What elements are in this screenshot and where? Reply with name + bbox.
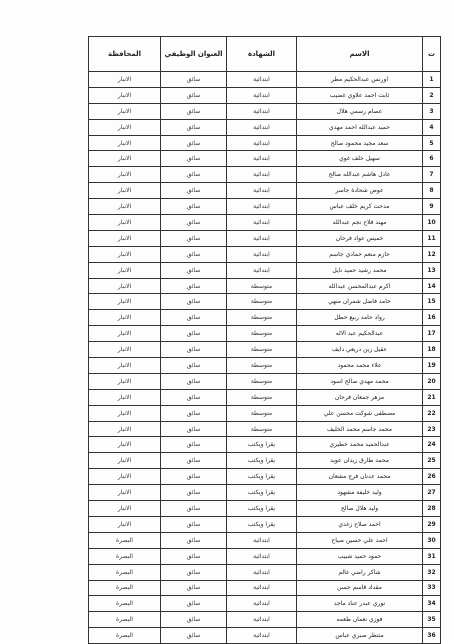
job-title-cell: سائق	[161, 516, 227, 532]
job-title-cell: سائق	[161, 294, 227, 310]
governorate-cell: البصرة	[89, 580, 161, 596]
job-title-cell: سائق	[161, 310, 227, 326]
row-number: 6	[423, 151, 441, 167]
certificate-cell: ابتدائية	[227, 183, 297, 199]
row-number: 4	[423, 119, 441, 135]
table-row	[89, 485, 441, 501]
employee-name: وليد خليفة مشهود	[297, 485, 423, 501]
row-number: 23	[423, 421, 441, 437]
employee-name: شاكر راضي غالم	[297, 564, 423, 580]
governorate-cell: الانبار	[89, 278, 161, 294]
row-number: 20	[423, 373, 441, 389]
row-number: 16	[423, 310, 441, 326]
governorate-cell: البصرة	[89, 628, 161, 644]
table-row	[89, 310, 441, 326]
employee-name: مدحت كريم خلف عباس	[297, 199, 423, 215]
table-row	[89, 183, 441, 199]
governorate-cell: الانبار	[89, 501, 161, 517]
certificate-cell: ابتدائية	[227, 532, 297, 548]
table-row	[89, 151, 441, 167]
job-title-cell: سائق	[161, 151, 227, 167]
job-title-cell: سائق	[161, 373, 227, 389]
row-number: 18	[423, 342, 441, 358]
table-row	[89, 167, 441, 183]
employee-name: حامد فاضل شمران منهي	[297, 294, 423, 310]
job-title-cell: سائق	[161, 230, 227, 246]
job-title-cell: سائق	[161, 262, 227, 278]
governorate-cell: البصرة	[89, 548, 161, 564]
job-title-cell: سائق	[161, 326, 227, 342]
table-row	[89, 453, 441, 469]
employee-name: محمد عدنان فرج مشعان	[297, 469, 423, 485]
certificate-cell: يقرا ويكتب	[227, 453, 297, 469]
job-title-cell: سائق	[161, 612, 227, 628]
governorate-cell: الانبار	[89, 453, 161, 469]
governorate-cell: الانبار	[89, 358, 161, 374]
table-header-row	[89, 37, 441, 72]
row-number: 12	[423, 246, 441, 262]
employee-name: رواد حامد ربيع حطل	[297, 310, 423, 326]
row-number: 1	[423, 72, 441, 88]
row-number: 19	[423, 358, 441, 374]
row-number: 35	[423, 612, 441, 628]
job-title-cell: سائق	[161, 119, 227, 135]
table-row	[89, 230, 441, 246]
job-title-cell: سائق	[161, 548, 227, 564]
certificate-cell: ابتدائية	[227, 135, 297, 151]
job-title-cell: سائق	[161, 183, 227, 199]
table-row	[89, 119, 441, 135]
job-title-cell: سائق	[161, 532, 227, 548]
employee-name: اكرم عبدالمحسن عبدالله	[297, 278, 423, 294]
governorate-cell: الانبار	[89, 373, 161, 389]
employee-table	[88, 36, 441, 644]
row-number: 8	[423, 183, 441, 199]
employee-name: عادل هاشم عبدالله صالح	[297, 167, 423, 183]
employee-name: عبدالحميد محمد خطيري	[297, 437, 423, 453]
governorate-cell: الانبار	[89, 405, 161, 421]
job-title-cell: سائق	[161, 453, 227, 469]
table-row	[89, 199, 441, 215]
employee-name: مقداد قاسم حسن	[297, 580, 423, 596]
row-number: 30	[423, 532, 441, 548]
employee-name: علاء محمد محمود	[297, 358, 423, 374]
employee-name: سعد مجيد محمود صالح	[297, 135, 423, 151]
certificate-cell: ابتدائية	[227, 103, 297, 119]
governorate-cell: الانبار	[89, 294, 161, 310]
row-number: 34	[423, 596, 441, 612]
table-row	[89, 215, 441, 231]
row-number: 24	[423, 437, 441, 453]
governorate-cell: الانبار	[89, 72, 161, 88]
certificate-cell: متوسطة	[227, 278, 297, 294]
table-row	[89, 326, 441, 342]
certificate-cell: يقرا ويكتب	[227, 501, 297, 517]
certificate-cell: يقرا ويكتب	[227, 516, 297, 532]
row-number: 32	[423, 564, 441, 580]
table-row	[89, 532, 441, 548]
certificate-cell: يقرا ويكتب	[227, 485, 297, 501]
certificate-cell: ابتدائية	[227, 151, 297, 167]
certificate-cell: ابتدائية	[227, 548, 297, 564]
governorate-cell: الانبار	[89, 485, 161, 501]
certificate-cell: ابتدائية	[227, 596, 297, 612]
row-number: 21	[423, 389, 441, 405]
table-row	[89, 72, 441, 88]
certificate-cell: ابتدائية	[227, 119, 297, 135]
certificate-cell: متوسطة	[227, 405, 297, 421]
table-row	[89, 421, 441, 437]
table-row	[89, 342, 441, 358]
certificate-cell: متوسطة	[227, 310, 297, 326]
governorate-cell: الانبار	[89, 310, 161, 326]
employee-name: خميس عواد فرحان	[297, 230, 423, 246]
table-body	[89, 72, 441, 644]
table-row	[89, 548, 441, 564]
governorate-cell: البصرة	[89, 612, 161, 628]
certificate-cell: ابتدائية	[227, 199, 297, 215]
row-number: 22	[423, 405, 441, 421]
governorate-cell: الانبار	[89, 469, 161, 485]
governorate-cell: الانبار	[89, 151, 161, 167]
row-number: 27	[423, 485, 441, 501]
employee-name: سهيل خلف غوي	[297, 151, 423, 167]
job-title-cell: سائق	[161, 564, 227, 580]
table-row	[89, 564, 441, 580]
row-number: 10	[423, 215, 441, 231]
certificate-cell: متوسطة	[227, 373, 297, 389]
header-certificate: الشهادة	[227, 37, 297, 72]
certificate-cell: ابتدائية	[227, 167, 297, 183]
table-row	[89, 405, 441, 421]
table-row	[89, 246, 441, 262]
row-number: 14	[423, 278, 441, 294]
employee-name: عقيل زين دريعي دايف	[297, 342, 423, 358]
header-job-title: العنوان الوظيفي	[161, 37, 227, 72]
governorate-cell: الانبار	[89, 87, 161, 103]
certificate-cell: ابتدائية	[227, 87, 297, 103]
job-title-cell: سائق	[161, 421, 227, 437]
table-row	[89, 389, 441, 405]
certificate-cell: متوسطة	[227, 294, 297, 310]
employee-name: حمود حميد شبيب	[297, 548, 423, 564]
employee-name: فوزي نعمان طعمه	[297, 612, 423, 628]
certificate-cell: متوسطة	[227, 326, 297, 342]
employee-name: احمد علي حسين صياح	[297, 532, 423, 548]
employee-name: محمد مهدي صالح اسود	[297, 373, 423, 389]
employee-name: محمد طارق زيدان عويد	[297, 453, 423, 469]
job-title-cell: سائق	[161, 405, 227, 421]
employee-name: مزهر جمعان فرحان	[297, 389, 423, 405]
governorate-cell: الانبار	[89, 516, 161, 532]
employee-name: مهند فلاح نجم عبدالله	[297, 215, 423, 231]
row-number: 17	[423, 326, 441, 342]
row-number: 9	[423, 199, 441, 215]
job-title-cell: سائق	[161, 72, 227, 88]
header-name: الاسم	[297, 37, 423, 72]
governorate-cell: الانبار	[89, 215, 161, 231]
certificate-cell: ابتدائية	[227, 246, 297, 262]
governorate-cell: الانبار	[89, 246, 161, 262]
certificate-cell: متوسطة	[227, 342, 297, 358]
row-number: 13	[423, 262, 441, 278]
certificate-cell: ابتدائية	[227, 564, 297, 580]
job-title-cell: سائق	[161, 167, 227, 183]
table-row	[89, 628, 441, 644]
employee-name: منتظر صبري عباس	[297, 628, 423, 644]
row-number: 2	[423, 87, 441, 103]
governorate-cell: الانبار	[89, 135, 161, 151]
governorate-cell: البصرة	[89, 596, 161, 612]
employee-name: ثابت احمد علاوي غضيب	[297, 87, 423, 103]
job-title-cell: سائق	[161, 358, 227, 374]
row-number: 3	[423, 103, 441, 119]
governorate-cell: الانبار	[89, 342, 161, 358]
header-governorate: المحافظة	[89, 37, 161, 72]
certificate-cell: متوسطة	[227, 358, 297, 374]
header-no: ت	[423, 37, 441, 72]
row-number: 36	[423, 628, 441, 644]
employee-name: حازم منعم حمادي جاسم	[297, 246, 423, 262]
job-title-cell: سائق	[161, 246, 227, 262]
certificate-cell: يقرا ويكتب	[227, 469, 297, 485]
table-row	[89, 294, 441, 310]
employee-name: عبدالحكيم عبد الاله	[297, 326, 423, 342]
job-title-cell: سائق	[161, 469, 227, 485]
row-number: 29	[423, 516, 441, 532]
table-row	[89, 580, 441, 596]
governorate-cell: الانبار	[89, 421, 161, 437]
row-number: 15	[423, 294, 441, 310]
certificate-cell: ابتدائية	[227, 262, 297, 278]
job-title-cell: سائق	[161, 87, 227, 103]
employee-name: وليد هلال صالح	[297, 501, 423, 517]
row-number: 33	[423, 580, 441, 596]
table-row	[89, 596, 441, 612]
job-title-cell: سائق	[161, 103, 227, 119]
governorate-cell: الانبار	[89, 262, 161, 278]
table-row	[89, 373, 441, 389]
employee-name: مصطفى شوكت محسن علي	[297, 405, 423, 421]
job-title-cell: سائق	[161, 485, 227, 501]
job-title-cell: سائق	[161, 580, 227, 596]
job-title-cell: سائق	[161, 628, 227, 644]
row-number: 11	[423, 230, 441, 246]
certificate-cell: ابتدائية	[227, 72, 297, 88]
certificate-cell: يقرا ويكتب	[227, 437, 297, 453]
table-row	[89, 262, 441, 278]
governorate-cell: الانبار	[89, 389, 161, 405]
table-row	[89, 612, 441, 628]
employee-name: محمد رشيد حميد نايل	[297, 262, 423, 278]
table-row	[89, 87, 441, 103]
governorate-cell: الانبار	[89, 437, 161, 453]
table-row	[89, 135, 441, 151]
employee-name: نوري عبدر عناد ماجد	[297, 596, 423, 612]
governorate-cell: الانبار	[89, 199, 161, 215]
employee-name: محمد جاسم محمد الخليف	[297, 421, 423, 437]
governorate-cell: الانبار	[89, 167, 161, 183]
governorate-cell: الانبار	[89, 326, 161, 342]
row-number: 25	[423, 453, 441, 469]
certificate-cell: ابتدائية	[227, 612, 297, 628]
table-row	[89, 278, 441, 294]
employee-name: احمد صلاح زغدي	[297, 516, 423, 532]
row-number: 31	[423, 548, 441, 564]
employee-name: عصام رسمي هلال	[297, 103, 423, 119]
row-number: 28	[423, 501, 441, 517]
certificate-cell: ابتدائية	[227, 628, 297, 644]
table-row	[89, 516, 441, 532]
job-title-cell: سائق	[161, 342, 227, 358]
governorate-cell: الانبار	[89, 230, 161, 246]
row-number: 26	[423, 469, 441, 485]
job-title-cell: سائق	[161, 278, 227, 294]
governorate-cell: البصرة	[89, 532, 161, 548]
governorate-cell: الانبار	[89, 119, 161, 135]
certificate-cell: ابتدائية	[227, 230, 297, 246]
job-title-cell: سائق	[161, 199, 227, 215]
row-number: 7	[423, 167, 441, 183]
governorate-cell: البصرة	[89, 564, 161, 580]
employee-name: حميد عبدالله احمد مهدي	[297, 119, 423, 135]
table-row	[89, 469, 441, 485]
employee-name: اورنس عبدالحكيم مطر	[297, 72, 423, 88]
certificate-cell: متوسطة	[227, 389, 297, 405]
job-title-cell: سائق	[161, 437, 227, 453]
table-row	[89, 437, 441, 453]
certificate-cell: متوسطة	[227, 421, 297, 437]
table-row	[89, 501, 441, 517]
certificate-cell: ابتدائية	[227, 215, 297, 231]
job-title-cell: سائق	[161, 215, 227, 231]
row-number: 5	[423, 135, 441, 151]
job-title-cell: سائق	[161, 389, 227, 405]
table-row	[89, 358, 441, 374]
employee-name: عوض شحادة جاسر	[297, 183, 423, 199]
table-row	[89, 103, 441, 119]
certificate-cell: ابتدائية	[227, 580, 297, 596]
governorate-cell: الانبار	[89, 183, 161, 199]
job-title-cell: سائق	[161, 135, 227, 151]
governorate-cell: الانبار	[89, 103, 161, 119]
job-title-cell: سائق	[161, 596, 227, 612]
job-title-cell: سائق	[161, 501, 227, 517]
